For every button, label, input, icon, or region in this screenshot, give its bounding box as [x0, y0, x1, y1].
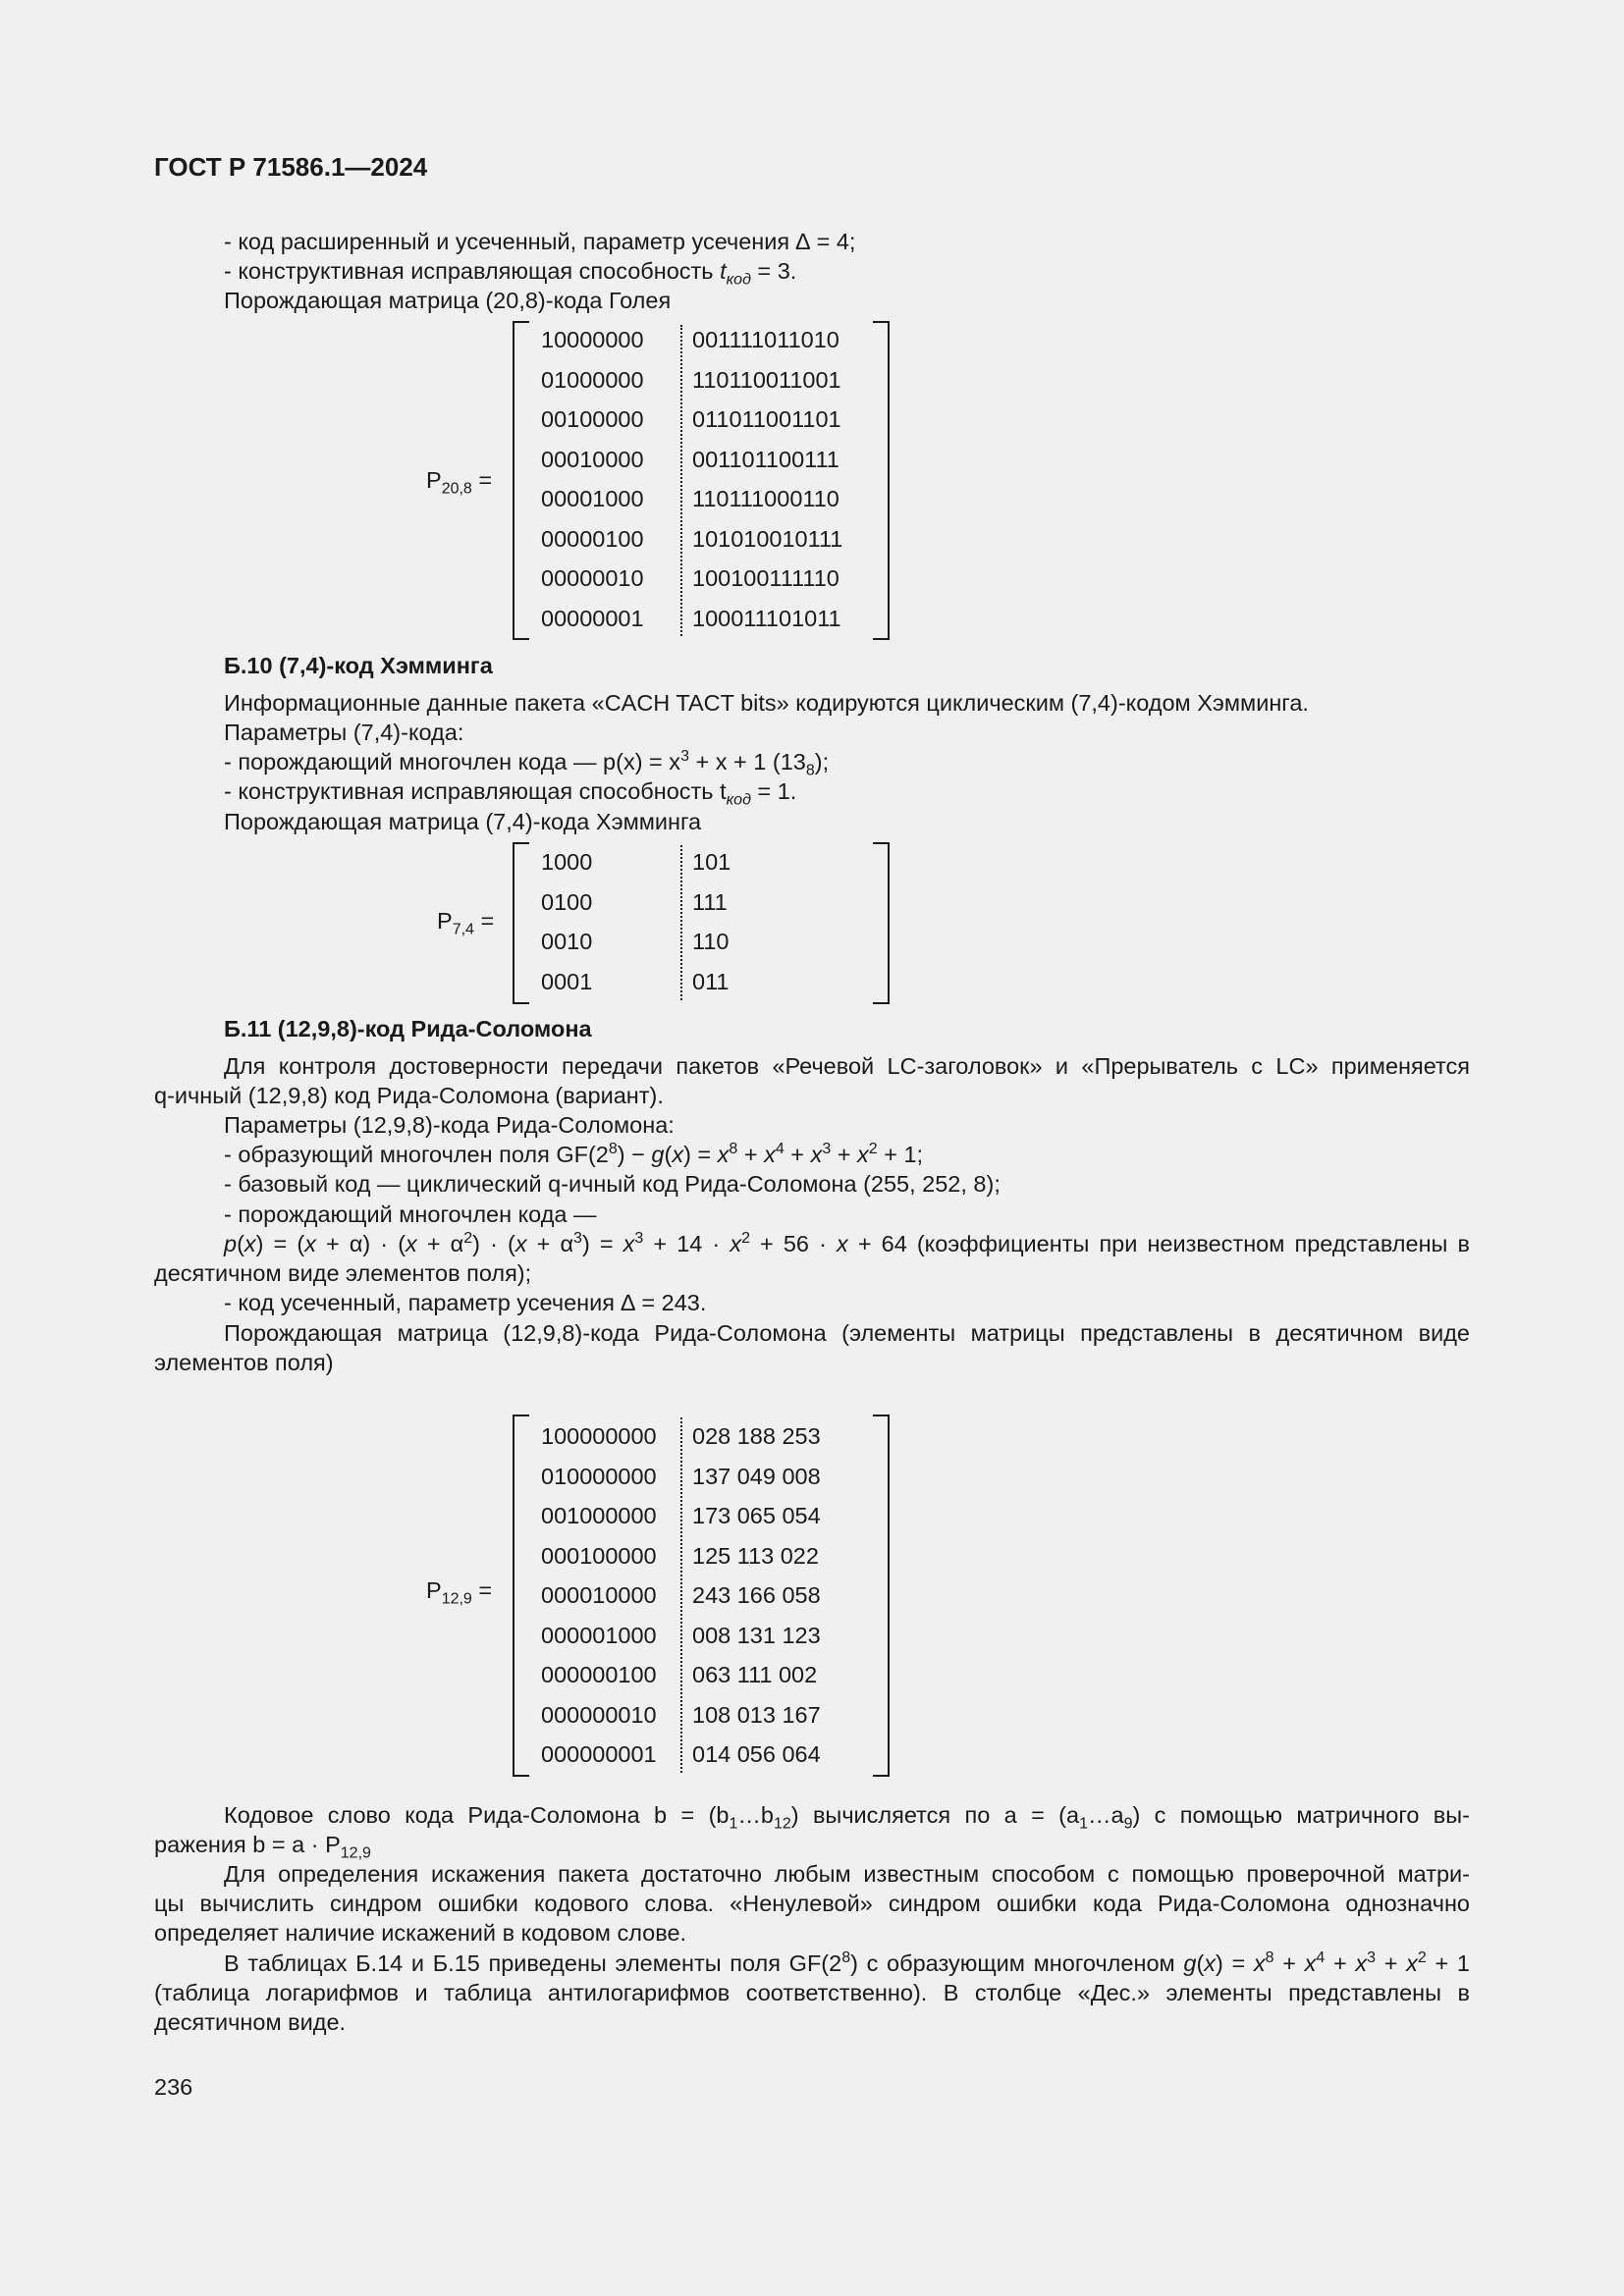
- paragraph-rs-px-line2: десятичном виде элементов поля);: [154, 1260, 532, 1286]
- matrix-cell: 000000010: [541, 1701, 657, 1728]
- rs-matrix-caption-line2: элементов поля): [154, 1350, 334, 1375]
- matrix-cell: 0010: [541, 929, 593, 954]
- doc-header: ГОСТ Р 71586.1—2024: [154, 152, 428, 182]
- matrix-cell: 100100111110: [692, 565, 839, 591]
- matrix-cell: 173 065 054: [692, 1503, 821, 1528]
- matrix-cell: 01000000: [541, 366, 644, 393]
- matrix-cell: 014 056 064: [692, 1741, 821, 1767]
- paragraph-rs-codeword-line2: ражения $b = a \cdot P_{12,9}$: [154, 1832, 371, 1862]
- section-heading-hamming: Б.10 (7,4)-код Хэмминга: [224, 653, 493, 678]
- paragraph-hamming-intro: Информационные данные пакета «CACH TACT bits» кодируются циклическим (7,4)-кодом Хэмминга.: [224, 690, 1309, 716]
- matrix-cell: 00000100: [541, 525, 644, 552]
- matrix-cell: 001000000: [541, 1503, 657, 1528]
- paragraph-rs-tables-line1: В таблицах Б.14 и Б.15 приведены элементы поля $GF(2^8)$ с образующим многочленом $g(x) = x^8 + x^4 + x^3 + x^2 + 1$: [224, 1949, 1470, 1976]
- paragraph-hamming-params: Параметры (7,4)-кода:: [224, 720, 464, 745]
- matrix-cell: 0100: [541, 888, 593, 915]
- paragraph-rs-base-code: - базовый код — циклический q-ичный код Рида-Соломона (255, 252, 8);: [224, 1171, 1001, 1197]
- rs-matrix-label: $P_{12,9}$ =: [426, 1577, 493, 1608]
- matrix-cell: 101: [692, 849, 731, 875]
- matrix-right-bracket: [873, 842, 890, 1004]
- paragraph-rs-gen-poly: - порождающий многочлен кода —: [224, 1201, 597, 1227]
- matrix-cell: 110: [692, 929, 730, 954]
- matrix-cell: 008 131 123: [692, 1622, 821, 1648]
- golay-matrix-caption: Порождающая матрица (20,8)-кода Голея: [224, 288, 672, 313]
- matrix-separator: [680, 845, 682, 1000]
- matrix-cell: 100011101011: [692, 605, 841, 631]
- paragraph-rs-params: Параметры (12,9,8)-кода Рида-Соломона:: [224, 1112, 675, 1138]
- matrix-cell: 000001000: [541, 1622, 657, 1648]
- matrix-cell: 011: [692, 968, 730, 994]
- matrix-cell: 000010000: [541, 1582, 657, 1608]
- matrix-cell: 00001000: [541, 486, 644, 511]
- matrix-cell: 000100000: [541, 1542, 657, 1569]
- matrix-right-bracket: [873, 1415, 890, 1777]
- paragraph-hamming-poly: - порождающий многочлен кода — $p(x) = x^3 + x + 1$ $(13_8)$;: [224, 748, 830, 779]
- matrix-cell: 00000010: [541, 565, 644, 591]
- paragraph-rs-detection-line2: цы вычислить синдром ошибки кодового слова. «Ненулевой» синдром ошибки кода Рида-Соломона однозначно: [154, 1891, 1470, 1916]
- matrix-separator: [680, 1417, 682, 1773]
- matrix-cell: 125 113 022: [692, 1542, 819, 1569]
- paragraph-rs-tables-line2: (таблица логарифмов и таблица антилогарифмов соответственно). В столбце «Дес.» элементы представлены в: [154, 1980, 1470, 2005]
- rs-matrix-caption-line1: Порождающая матрица (12,9,8)-кода Рида-Соломона (элементы матрицы представлены в десятичном виде: [224, 1320, 1470, 1346]
- matrix-separator: [680, 325, 682, 636]
- paragraph-golay-capability: - конструктивная исправляющая способность $t_{код} = 3$.: [224, 258, 797, 289]
- matrix-cell: 00010000: [541, 446, 644, 472]
- matrix-cell: 101010010111: [692, 525, 843, 552]
- matrix-cell: 00100000: [541, 406, 644, 432]
- paragraph-rs-intro-line1: Для контроля достоверности передачи пакетов «Речевой LC-заголовок» и «Прерыватель с LC» применяется: [224, 1053, 1470, 1079]
- matrix-cell: 0001: [541, 968, 593, 994]
- matrix-cell: 001101100111: [692, 446, 839, 472]
- matrix-cell: 000000001: [541, 1741, 657, 1767]
- paragraph-rs-shortened: - код усеченный, параметр усечения ∆ = 243.: [224, 1290, 707, 1315]
- matrix-cell: 000000100: [541, 1662, 657, 1687]
- matrix-cell: 243 166 058: [692, 1582, 821, 1608]
- hamming-matrix-label: $P_{7,4}$ =: [437, 908, 495, 938]
- paragraph-rs-intro-line2: q-ичный (12,9,8) код Рида-Соломона (вариант).: [154, 1083, 664, 1108]
- matrix-cell: 010000000: [541, 1463, 657, 1489]
- matrix-cell: 063 111 002: [692, 1662, 818, 1687]
- matrix-cell: 001111011010: [692, 327, 839, 352]
- golay-matrix-label: $P_{20,8}$ =: [426, 467, 493, 498]
- matrix-cell: 10000000: [541, 327, 644, 352]
- paragraph-rs-tables-line3: десятичном виде.: [154, 2009, 347, 2035]
- paragraph-rs-detection-line3: определяет наличие искажений в кодовом слове.: [154, 1920, 687, 1946]
- paragraph-rs-detection-line1: Для определения искажения пакета достаточно любым известным способом с помощью проверочной матри-: [224, 1861, 1470, 1887]
- matrix-cell: 1000: [541, 849, 593, 875]
- paragraph-hamming-capability: - конструктивная исправляющая способность $t_{код} = 1$.: [224, 778, 797, 809]
- matrix-cell: 108 013 167: [692, 1701, 821, 1728]
- matrix-cell: 111: [692, 888, 728, 915]
- matrix-left-bracket: [513, 321, 529, 640]
- page-number: 236: [154, 2074, 193, 2100]
- matrix-left-bracket: [513, 1415, 529, 1777]
- section-heading-reed-solomon: Б.11 (12,9,8)-код Рида-Соломона: [224, 1016, 592, 1041]
- matrix-cell: 00000001: [541, 605, 644, 631]
- matrix-cell: 100000000: [541, 1423, 657, 1449]
- matrix-cell: 110111000110: [692, 486, 839, 511]
- matrix-cell: 028 188 253: [692, 1423, 821, 1449]
- matrix-cell: 011011001101: [692, 406, 841, 432]
- matrix-cell: 137 049 008: [692, 1463, 821, 1489]
- hamming-matrix-caption: Порождающая матрица (7,4)-кода Хэмминга: [224, 809, 702, 834]
- matrix-right-bracket: [873, 321, 890, 640]
- matrix-left-bracket: [513, 842, 529, 1004]
- paragraph-golay-shortening: - код расширенный и усеченный, параметр усечения ∆ = 4;: [224, 229, 856, 254]
- matrix-cell: 110110011001: [692, 366, 841, 393]
- paragraph-rs-codeword-line1: Кодовое слово кода Рида-Соломона $b = (b_1\dots b_{12})$ вычисляется по $a = (a_1\dots a_9)$ с помощью матричного вы-: [224, 1802, 1471, 1833]
- paragraph-rs-field-poly: - образующий многочлен поля $GF(2^8) - g(x) = x^8 + x^4 + x^3 + x^2 + 1$;: [224, 1141, 924, 1167]
- paragraph-rs-px-formula: $p(x) = (x + \alpha) \cdot (x + \alpha^2) \cdot (x + \alpha^3) = x^3 + 14 \cdot x^2 + 56 \cdot x + 64$ (коэффициенты при неизвестном представлены в: [224, 1230, 1471, 1256]
